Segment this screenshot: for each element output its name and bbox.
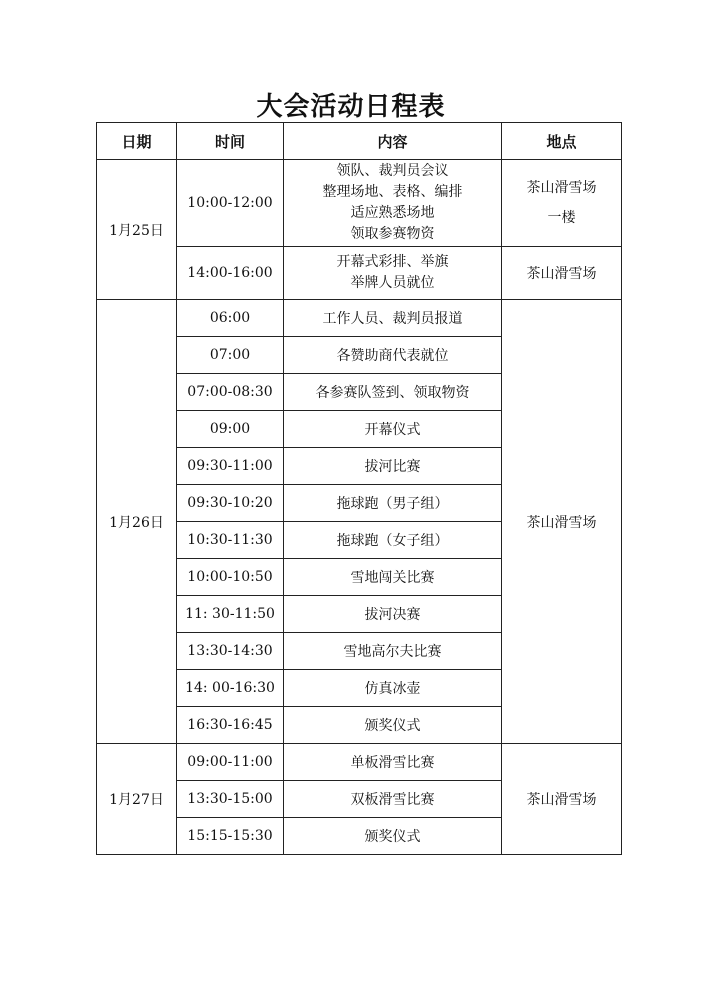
content-line: 领取参赛物资 [350,226,435,242]
content-cell: 各参赛队签到、领取物资 [284,374,502,411]
time-cell: 13:30-15:00 [177,781,284,818]
content-line: 适应熟悉场地 [350,205,435,221]
time-cell: 15:15-15:30 [177,818,284,855]
time-cell: 10:00-10:50 [177,559,284,596]
time-cell: 13:30-14:30 [177,633,284,670]
date-cell: 1月26日 [97,300,177,744]
content-cell: 拖球跑（男子组） [284,485,502,522]
page-title: 大会活动日程表 [256,92,446,122]
time-cell: 14: 00-16:30 [177,670,284,707]
date-cell: 1月25日 [97,160,177,300]
content-cell: 雪地闯关比赛 [284,559,502,596]
place-cell: 茶山滑雪场 [502,744,622,855]
header-date: 日期 [97,123,177,160]
place-line: 一楼 [547,210,576,226]
content-cell: 工作人员、裁判员报道 [284,300,502,337]
place-line: 茶山滑雪场 [526,180,597,196]
time-cell: 07:00 [177,337,284,374]
content-line: 举牌人员就位 [350,275,435,291]
content-cell: 颁奖仪式 [284,707,502,744]
content-cell: 拔河比赛 [284,448,502,485]
content-cell: 双板滑雪比赛 [284,781,502,818]
content-cell [284,160,502,247]
table-header-row [97,123,622,160]
time-cell: 10:30-11:30 [177,522,284,559]
content-cell: 拖球跑（女子组） [284,522,502,559]
content-cell [284,247,502,300]
content-cell: 各赞助商代表就位 [284,337,502,374]
time-cell: 10:00-12:00 [177,160,284,247]
date-cell: 1月27日 [97,744,177,855]
table-row [97,300,622,337]
table-row [97,160,622,247]
header-content: 内容 [284,123,502,160]
content-cell: 单板滑雪比赛 [284,744,502,781]
schedule-table [96,122,622,855]
time-cell: 09:30-10:20 [177,485,284,522]
time-cell: 06:00 [177,300,284,337]
content-line: 领队、裁判员会议 [336,163,449,179]
content-cell: 雪地高尔夫比赛 [284,633,502,670]
time-cell: 07:00-08:30 [177,374,284,411]
time-cell: 16:30-16:45 [177,707,284,744]
content-cell: 颁奖仪式 [284,818,502,855]
content-cell: 开幕仪式 [284,411,502,448]
place-cell [502,160,622,247]
content-cell: 拔河决赛 [284,596,502,633]
table-row [97,744,622,781]
header-time: 时间 [177,123,284,160]
time-cell: 09:00-11:00 [177,744,284,781]
place-cell: 茶山滑雪场 [502,300,622,744]
header-place: 地点 [502,123,622,160]
time-cell: 09:30-11:00 [177,448,284,485]
time-cell: 14:00-16:00 [177,247,284,300]
content-cell: 仿真冰壶 [284,670,502,707]
time-cell: 11: 30-11:50 [177,596,284,633]
content-line: 整理场地、表格、编排 [322,184,463,200]
place-cell: 茶山滑雪场 [502,247,622,300]
content-line: 开幕式彩排、举旗 [336,254,449,270]
time-cell: 09:00 [177,411,284,448]
